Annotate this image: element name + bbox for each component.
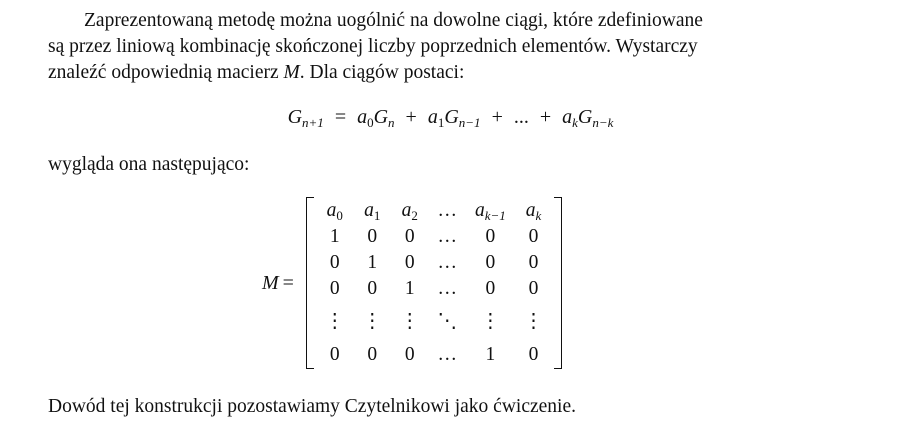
matrix-cell: 0 — [528, 344, 539, 365]
matrix-equation — [262, 196, 562, 370]
matrix-row — [316, 224, 552, 250]
matrix-cell: … — [437, 252, 457, 273]
plus-3: + — [539, 106, 552, 128]
matrix-right-bracket — [554, 197, 562, 369]
matrix-cell: ⋮ — [324, 311, 345, 332]
matrix-cell: 0 — [485, 278, 496, 299]
intro-line-2: są przez liniową kombinację skończonej liczby poprzednich elementów. Wystarczy — [48, 36, 698, 57]
matrix-cell: $a_2$ — [401, 200, 418, 223]
plus-1: + — [405, 106, 417, 128]
term-1-var-sub: n−1 — [458, 115, 481, 130]
matrix-cell: 1 — [485, 344, 496, 365]
matrix-label-symbol: M — [262, 271, 279, 294]
matrix-equals: = — [282, 271, 294, 294]
recurrence-lhs-symbol: G — [287, 106, 303, 128]
matrix-cell: … — [437, 200, 457, 221]
term-0-coef-sub: 0 — [367, 115, 374, 130]
term-0-var-sub: n — [388, 115, 395, 130]
term-k-var-sub: n−k — [592, 115, 614, 130]
middle-text: wygląda ona następująco: — [48, 154, 250, 175]
matrix-grid — [316, 198, 552, 368]
matrix-cell: 1 — [367, 252, 378, 273]
term-0-coef: a — [357, 106, 368, 128]
recurrence-ellipsis: ... — [513, 106, 529, 128]
matrix-cell: 0 — [367, 278, 378, 299]
recurrence-lhs-subscript: n+1 — [302, 115, 324, 130]
matrix-row — [316, 198, 552, 224]
intro-paragraph — [48, 8, 858, 86]
term-0-var: G — [373, 106, 389, 128]
matrix-cell: 0 — [404, 344, 415, 365]
matrix-cell: 0 — [485, 252, 496, 273]
matrix-cell: 0 — [367, 344, 378, 365]
matrix-cell: $a_{k-1}$ — [474, 200, 506, 223]
matrix-cell: 0 — [485, 226, 496, 247]
matrix-row — [316, 250, 552, 276]
intro-line-1: Zaprezentowaną metodę można uogólnić na dowolne ciągi, które zdefiniowane — [84, 10, 703, 31]
matrix-cell: ⋮ — [480, 311, 501, 332]
matrix-left-bracket — [306, 197, 314, 369]
intro-line-3-end: . Dla ciągów postaci: — [299, 62, 465, 83]
recurrence-equals: = — [334, 106, 347, 128]
conclusion-text: Dowód tej konstrukcji pozostawiamy Czytelnikowi jako ćwiczenie. — [48, 396, 576, 417]
term-1-coef: a — [427, 106, 438, 128]
plus-2: + — [491, 106, 503, 128]
matrix-cell: ⋮ — [523, 311, 544, 332]
matrix-cell: ⋮ — [362, 311, 382, 332]
matrix-cell: … — [437, 226, 457, 247]
matrix-cell: $a_1$ — [364, 200, 381, 223]
intro-line-3-start: znaleźć odpowiednią macierz — [48, 62, 284, 83]
matrix-row — [316, 302, 552, 342]
term-k-coef-sub: k — [572, 115, 578, 130]
matrix-row — [316, 276, 552, 302]
matrix-cell: ⋱ — [437, 311, 457, 332]
matrix-cell: 0 — [329, 252, 340, 273]
matrix-cell: 0 — [404, 226, 415, 247]
matrix-row — [316, 342, 552, 368]
matrix-symbol-inline: M — [283, 62, 300, 83]
matrix-cell: $a_k$ — [525, 200, 542, 223]
matrix-cell: 0 — [404, 252, 415, 273]
term-1-var: G — [444, 106, 459, 128]
matrix-cell: 0 — [329, 344, 340, 365]
recurrence-equation — [0, 104, 901, 130]
matrix-cell: 0 — [329, 278, 340, 299]
term-k-coef: a — [562, 106, 573, 128]
matrix-cell: 0 — [367, 226, 378, 247]
matrix-cell: … — [437, 278, 457, 299]
matrix-cell: 0 — [528, 226, 539, 247]
matrix-cell: $a_0$ — [326, 200, 343, 223]
term-1-coef-sub: 1 — [437, 115, 445, 130]
matrix-cell: 1 — [404, 278, 415, 299]
matrix-cell: ⋮ — [399, 311, 420, 332]
matrix-cell: … — [437, 344, 457, 365]
term-k-var: G — [577, 106, 593, 128]
matrix-cell: 0 — [528, 252, 539, 273]
matrix-cell: 0 — [528, 278, 539, 299]
matrix-cell: 1 — [329, 226, 340, 247]
matrix-label — [262, 272, 298, 295]
